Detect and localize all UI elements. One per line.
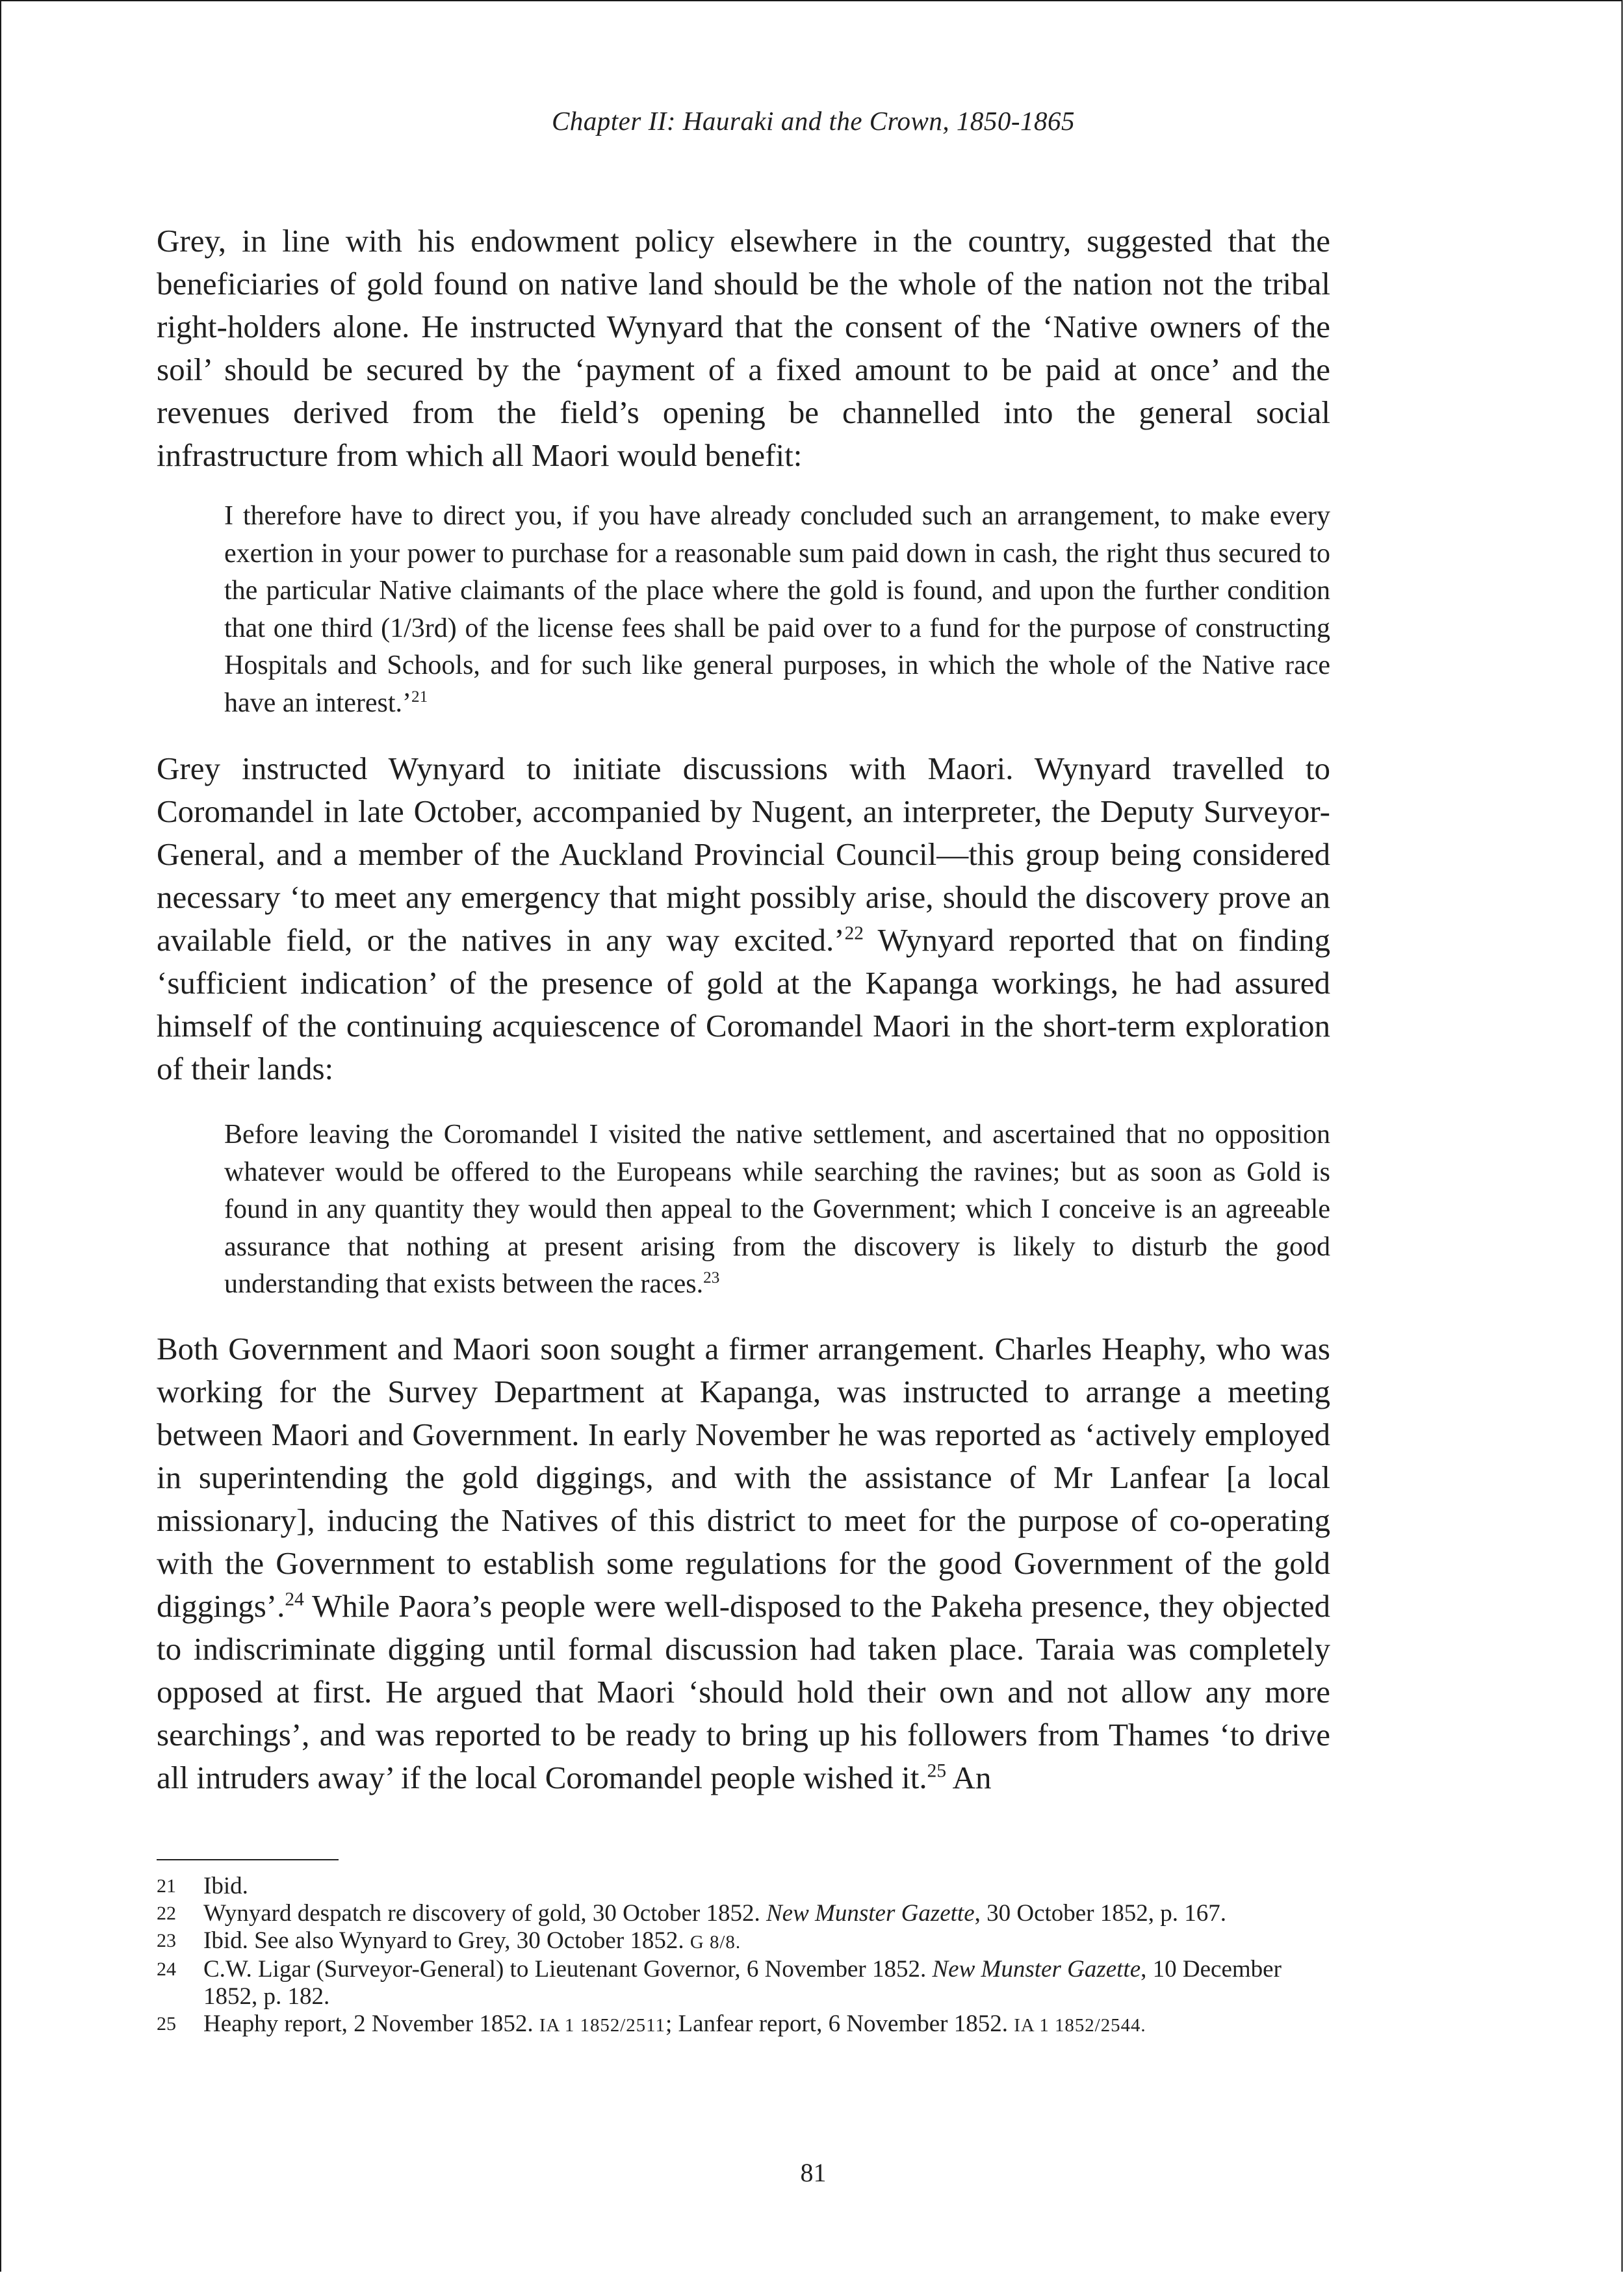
archive-reference: IA 1 1852/2511 bbox=[539, 2015, 665, 2036]
footnote-21 bbox=[157, 1873, 1339, 1900]
paragraph-1 bbox=[157, 220, 1330, 477]
footnote-number: 24 bbox=[157, 1958, 176, 1980]
paragraph-2-part-a: Grey instructed Wynyard to initiate discussions with Maori. Wynyard travelled to Coromandel in late October, accompanied by Nugent, an interpreter, the Deputy Surveyor-General, and a member of the Auckland Provincial Council—this group being considered necessary ‘to meet any emergency that might possibly arise, should the discovery prove an available field, or the natives in any way excited.’ bbox=[157, 751, 1330, 958]
footnote-text-part: ; Lanfear report, 6 November 1852. bbox=[665, 2010, 1014, 2037]
running-head: Chapter II: Hauraki and the Crown, 1850-1865 bbox=[551, 106, 1076, 136]
footnote-text-part: Heaphy report, 2 November 1852. bbox=[203, 2010, 539, 2037]
block-quote-1 bbox=[224, 498, 1330, 722]
footnote-text-part: C.W. Ligar (Surveyor-General) to Lieutenant Governor, 6 November 1852. bbox=[203, 1956, 933, 1983]
footnote-23 bbox=[157, 1927, 1339, 1956]
footnote-text: Ibid. bbox=[203, 1873, 248, 1899]
footnote-text bbox=[203, 1900, 1339, 1927]
footnote-text bbox=[203, 1927, 1339, 1956]
publication-title: New Munster Gazette bbox=[766, 1900, 975, 1927]
footnote-ref-24: 24 bbox=[285, 1589, 304, 1610]
footnote-number: 25 bbox=[157, 2013, 176, 2035]
block-quote-2 bbox=[224, 1116, 1330, 1303]
archive-reference: IA 1 1852/2544. bbox=[1014, 2015, 1146, 2036]
footnote-ref-23: 23 bbox=[703, 1268, 720, 1287]
footnote-24 bbox=[157, 1956, 1339, 2010]
page-number: 81 bbox=[800, 2158, 827, 2187]
paragraph-3 bbox=[157, 1328, 1330, 1799]
paragraph-2-part-b: Wynyard reported that on finding ‘sufficient indication’ of the presence of gold at the Kapanga workings, he had assured himself of the continuing acquiescence of Coromandel Maori in the short-term exploration of their lands: bbox=[157, 922, 1330, 1086]
archive-reference: G 8/8. bbox=[690, 1932, 741, 1953]
block-quote-1-text: I therefore have to direct you, if you have already concluded such an arrangement, to make every exertion in your power to purchase for a reasonable sum paid down in cash, the right thus secured to the particular Native claimants of the place where the gold is found, and upon the further condition that one third (1/3rd) of the license fees shall be paid over to a fund for the purpose of constructing Hospitals and Schools, and for such like general purposes, in which the whole of the Native race have an interest.’ bbox=[224, 501, 1330, 718]
footnote-number: 23 bbox=[157, 1930, 176, 1951]
footnote-text-part: Wynyard despatch re discovery of gold, 30 October 1852. bbox=[203, 1900, 766, 1927]
footnote-ref-21: 21 bbox=[411, 687, 428, 706]
footnote-number: 22 bbox=[157, 1903, 176, 1924]
footnote-text-part: , 10 December 1852, p. 182. bbox=[203, 1956, 1282, 2010]
footnote-divider bbox=[157, 1859, 339, 1860]
footnote-text bbox=[203, 2010, 1339, 2039]
paragraph-2 bbox=[157, 747, 1330, 1090]
block-quote-2-text: Before leaving the Coromandel I visited the native settlement, and ascertained that no opposition whatever would be offered to the Europeans while searching the ravines; but as soon as Gold is found in any quantity they would then appeal to the Government; which I conceive is an agreeable assurance that nothing at present arising from the discovery is likely to disturb the good understanding that exists between the races. bbox=[224, 1120, 1330, 1299]
footnote-text-part: , 30 October 1852, p. 167. bbox=[974, 1900, 1227, 1927]
footnote-text bbox=[203, 1956, 1339, 2010]
paragraph-3-part-a: Both Government and Maori soon sought a firmer arrangement. Charles Heaphy, who was working for the Survey Department at Kapanga, was instructed to arrange a meeting between Maori and Government. In early November he was reported as ‘actively employed in superintending the gold diggings, and with the assistance of Mr Lanfear [a local missionary], inducing the Natives of this district to meet for the purpose of co-operating with the Government to establish some regulations for the good Government of the gold diggings’. bbox=[157, 1331, 1330, 1624]
footnote-22 bbox=[157, 1900, 1339, 1927]
paragraph-3-part-c: An bbox=[946, 1760, 992, 1795]
paragraph-3-text bbox=[157, 1328, 1330, 1799]
footnotes bbox=[157, 1873, 1339, 2039]
footnote-text-part: Ibid. See also Wynyard to Grey, 30 October 1852. bbox=[203, 1927, 690, 1954]
footnote-number: 21 bbox=[157, 1875, 176, 1897]
publication-title: New Munster Gazette bbox=[932, 1956, 1141, 1983]
footnote-25 bbox=[157, 2010, 1339, 2039]
paragraph-3-part-b: While Paora’s people were well-disposed to the Pakeha presence, they objected to indiscriminate digging until formal discussion had taken place. Taraia was completely opposed at first. He argued that Maori ‘should hold their own and not allow any more searchings’, and was reported to be ready to bring up his followers from Thames ‘to drive all intruders away’ if the local Coromandel people wished it. bbox=[157, 1588, 1330, 1795]
footnote-ref-25: 25 bbox=[927, 1760, 947, 1782]
footnote-ref-22: 22 bbox=[844, 923, 864, 944]
paragraph-2-text bbox=[157, 747, 1330, 1090]
paragraph-1-text: Grey, in line with his endowment policy elsewhere in the country, suggested that the beneficiaries of gold found on native land should be the whole of the nation not the tribal right-holders alone. He instructed Wynyard that the consent of the ‘Native owners of the soil’ should be secured by the ‘payment of a fixed amount to be paid at once’ and the revenues derived from the field’s opening be channelled into the general social infrastructure from which all Maori would benefit: bbox=[157, 223, 1330, 473]
